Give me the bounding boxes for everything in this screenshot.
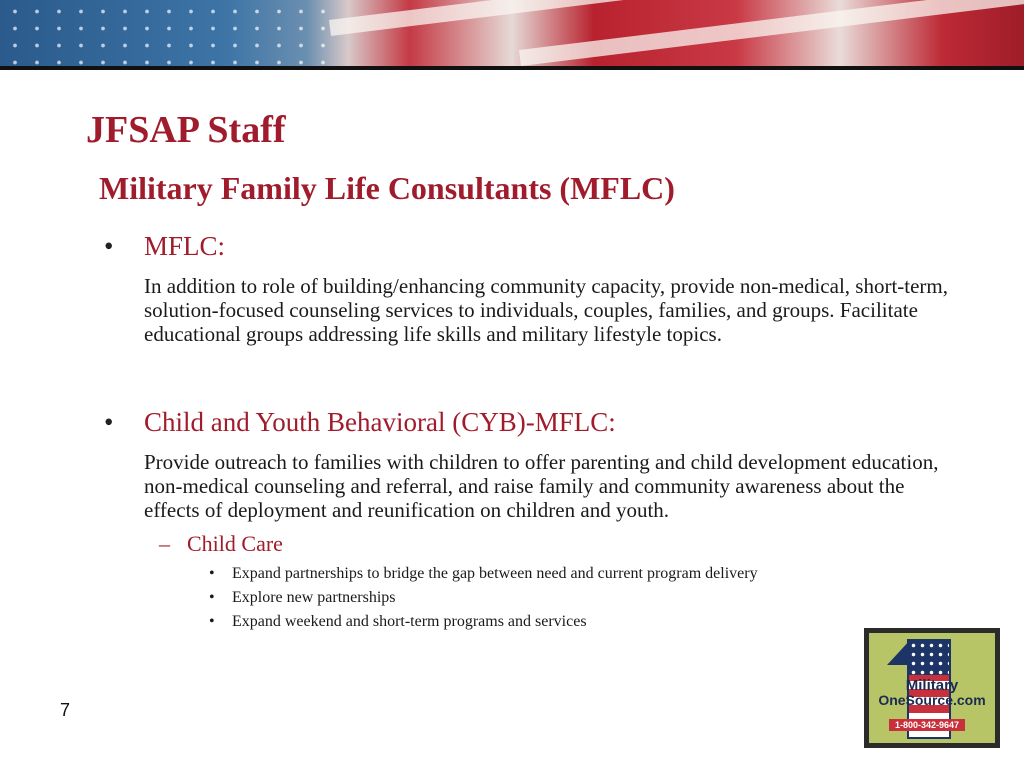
sub-heading: Child Care — [187, 531, 283, 556]
section-mflc — [104, 228, 964, 346]
section-heading: MFLC: — [144, 231, 226, 261]
sub-bullet — [159, 530, 964, 558]
page-number: 7 — [60, 700, 71, 720]
stars-pattern — [0, 0, 330, 68]
logo-text-line1: Military — [905, 677, 959, 694]
list-item-text: Expand partnerships to bridge the gap between need and current program delivery — [232, 565, 758, 582]
military-onesource-logo — [864, 628, 1000, 748]
dash-icon: – — [159, 531, 170, 556]
flag-stripe — [519, 0, 1024, 66]
list-item — [207, 610, 964, 634]
logo-background — [869, 633, 995, 743]
section-body: Provide outreach to families with children to offer parenting and child development education, non-medical counseling and referral, and raise family and community awareness about the effects of deployment and reunification on children and youth. — [144, 450, 939, 522]
bullet-heading — [104, 228, 964, 264]
logo-phone: 1-800-342-9647 — [889, 719, 965, 731]
slide-title: JFSAP Staff — [86, 109, 286, 151]
list-item-text: Explore new partnerships — [232, 589, 396, 606]
slide-subtitle: Military Family Life Consultants (MFLC) — [99, 170, 675, 206]
bullet-heading — [104, 404, 964, 440]
list-item — [207, 562, 964, 586]
bullet-icon: • — [209, 589, 215, 606]
section-cyb-mflc — [104, 404, 964, 634]
bullet-icon: • — [209, 613, 215, 630]
bullet-icon: • — [104, 407, 114, 437]
list-item — [207, 586, 964, 610]
star-field — [909, 641, 949, 675]
bullet-icon: • — [104, 231, 114, 261]
banner-divider — [0, 66, 1024, 70]
flag-banner — [0, 0, 1024, 68]
section-body: In addition to role of building/enhancing community capacity, provide non-medical, short-term, solution-focused counseling services to individuals, couples, families, and groups. Facilitate educational groups addressing life skills and military lifestyle topics. — [144, 274, 949, 346]
child-care-list — [207, 562, 964, 634]
section-heading: Child and Youth Behavioral (CYB)-MFLC: — [144, 407, 616, 437]
bullet-icon: • — [209, 565, 215, 582]
logo-text-line2: OneSource.com — [878, 692, 986, 708]
list-item-text: Expand weekend and short-term programs and services — [232, 613, 587, 630]
